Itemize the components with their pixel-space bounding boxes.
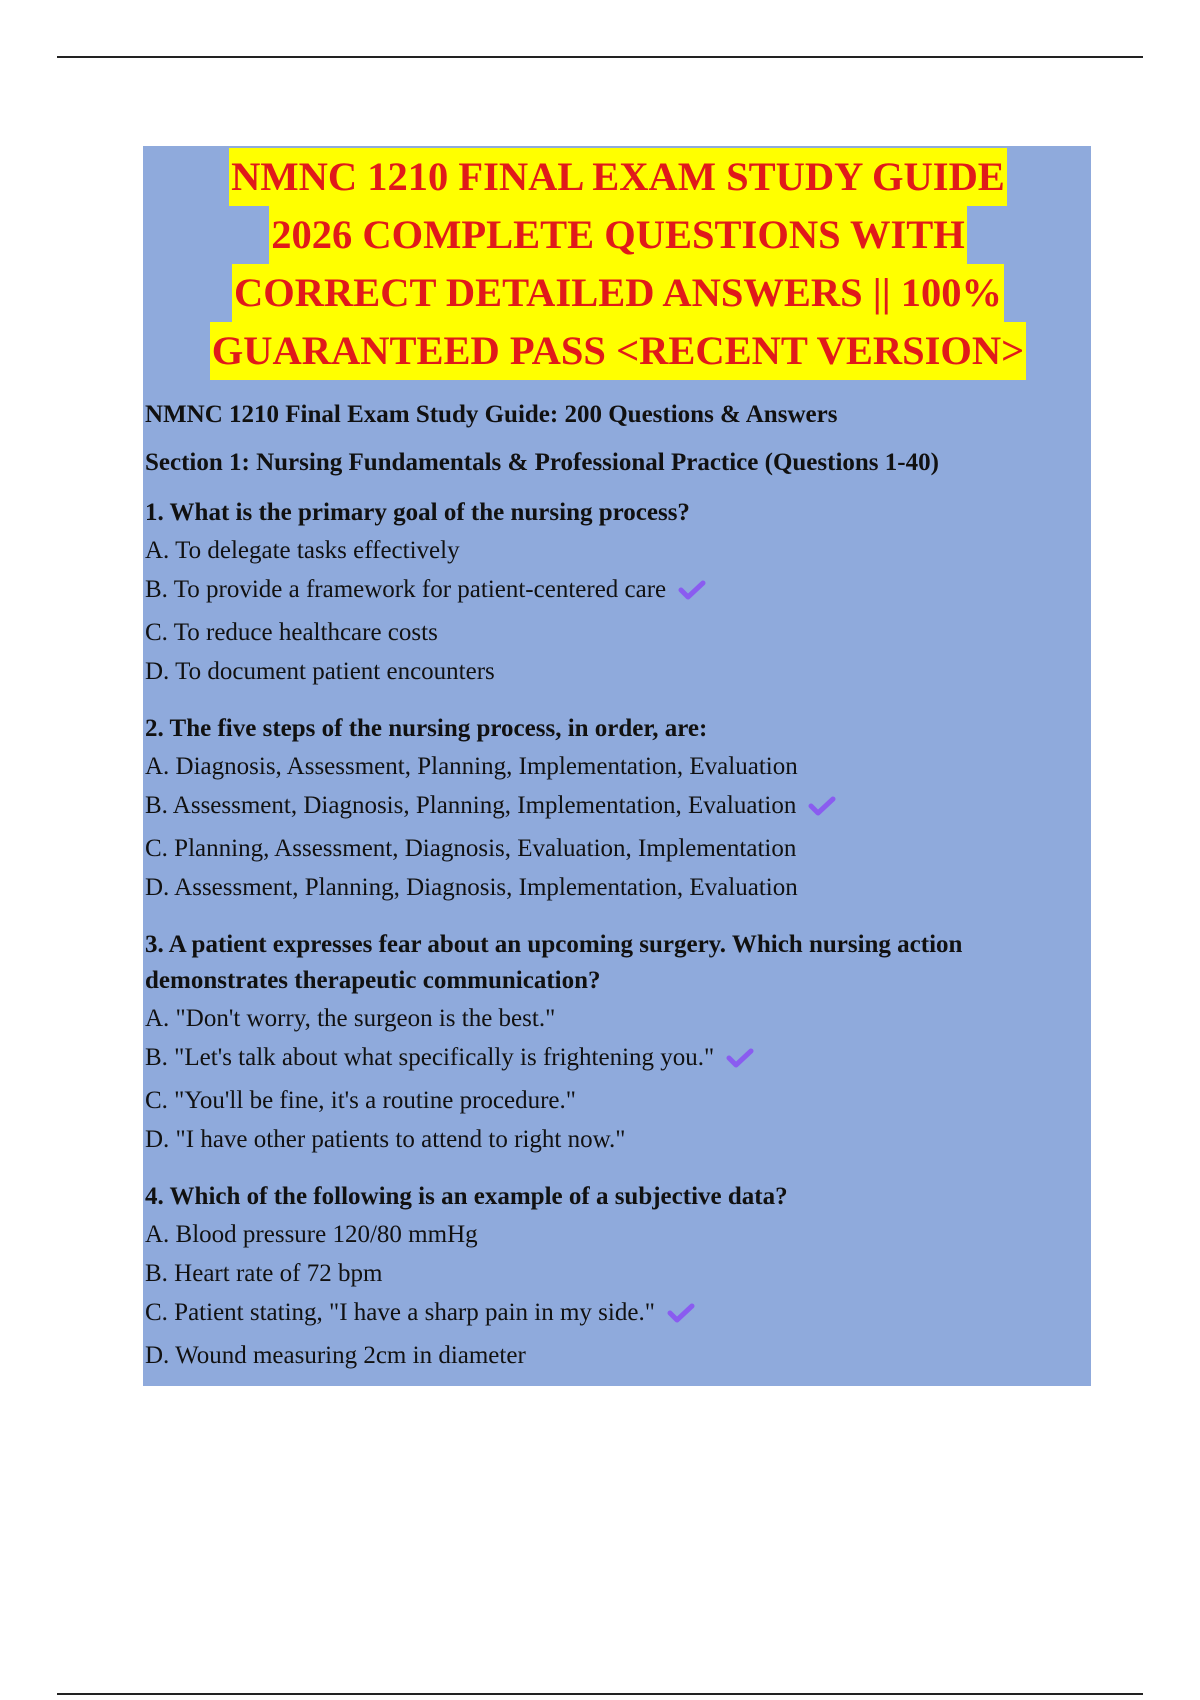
answer-option-text: A. Blood pressure 120/80 mmHg bbox=[145, 1221, 478, 1248]
content-panel bbox=[143, 146, 1091, 1386]
check-icon bbox=[808, 790, 836, 829]
question-text: 4. Which of the following is an example of a subjective data? bbox=[145, 1183, 788, 1210]
question-item bbox=[145, 711, 1091, 907]
answer-option bbox=[145, 1254, 1091, 1293]
check-icon bbox=[667, 1297, 695, 1336]
document-title bbox=[145, 148, 1091, 380]
answer-option-text: B. To provide a framework for patient-centered care bbox=[145, 576, 667, 603]
answer-options bbox=[145, 747, 1091, 907]
answer-option-text: A. To delegate tasks effectively bbox=[145, 537, 460, 564]
answer-option-text: C. To reduce healthcare costs bbox=[145, 619, 438, 646]
answer-option bbox=[145, 570, 1091, 613]
answer-option bbox=[145, 786, 1091, 829]
question-item bbox=[145, 1179, 1091, 1375]
answer-option bbox=[145, 652, 1091, 691]
check-icon bbox=[678, 574, 706, 613]
answer-option-text: A. Diagnosis, Assessment, Planning, Implementation, Evaluation bbox=[145, 753, 798, 780]
bottom-rule bbox=[57, 1693, 1143, 1695]
title-line: NMNC 1210 FINAL EXAM STUDY GUIDE bbox=[229, 148, 1007, 206]
answer-option-text: B. "Let's talk about what specifically is frightening you." bbox=[145, 1044, 715, 1071]
question-item bbox=[145, 927, 1091, 1159]
answer-option bbox=[145, 868, 1091, 907]
answer-option bbox=[145, 829, 1091, 868]
answer-option bbox=[145, 1120, 1091, 1159]
answer-option-text: B. Heart rate of 72 bpm bbox=[145, 1260, 383, 1287]
title-line: CORRECT DETAILED ANSWERS || 100% bbox=[232, 264, 1004, 322]
answer-option bbox=[145, 999, 1091, 1038]
answer-option bbox=[145, 1081, 1091, 1120]
answer-option-text: D. Assessment, Planning, Diagnosis, Implementation, Evaluation bbox=[145, 874, 798, 901]
answer-option-text: C. Planning, Assessment, Diagnosis, Evaluation, Implementation bbox=[145, 835, 797, 862]
question-text: 2. The five steps of the nursing process, in order, are: bbox=[145, 715, 708, 742]
section-heading: Section 1: Nursing Fundamentals & Professional Practice (Questions 1-40) bbox=[145, 449, 939, 476]
answer-option bbox=[145, 1038, 1091, 1081]
answer-option bbox=[145, 1336, 1091, 1375]
question-list bbox=[145, 495, 1091, 1375]
study-guide-heading: NMNC 1210 Final Exam Study Guide: 200 Questions & Answers bbox=[145, 401, 838, 428]
answer-option bbox=[145, 747, 1091, 786]
check-icon bbox=[726, 1042, 754, 1081]
answer-option bbox=[145, 1293, 1091, 1336]
answer-option-text: D. "I have other patients to attend to right now." bbox=[145, 1126, 626, 1153]
answer-option-text: A. "Don't worry, the surgeon is the best." bbox=[145, 1005, 556, 1032]
answer-option-text: C. "You'll be fine, it's a routine procedure." bbox=[145, 1087, 576, 1114]
answer-options bbox=[145, 999, 1091, 1159]
answer-option-text: D. Wound measuring 2cm in diameter bbox=[145, 1342, 526, 1369]
question-item bbox=[145, 495, 1091, 691]
answer-option-text: B. Assessment, Diagnosis, Planning, Implementation, Evaluation bbox=[145, 792, 797, 819]
answer-option bbox=[145, 613, 1091, 652]
top-rule bbox=[57, 56, 1143, 58]
question-text: 1. What is the primary goal of the nursing process? bbox=[145, 499, 690, 526]
question-text: 3. A patient expresses fear about an upcoming surgery. Which nursing action demonstrates therapeutic communication? bbox=[145, 931, 963, 994]
title-line: 2026 COMPLETE QUESTIONS WITH bbox=[269, 206, 967, 264]
answer-option-text: C. Patient stating, "I have a sharp pain in my side." bbox=[145, 1299, 655, 1326]
answer-option-text: D. To document patient encounters bbox=[145, 658, 495, 685]
answer-options bbox=[145, 531, 1091, 691]
answer-option bbox=[145, 1215, 1091, 1254]
answer-options bbox=[145, 1215, 1091, 1375]
answer-option bbox=[145, 531, 1091, 570]
title-line: GUARANTEED PASS <RECENT VERSION> bbox=[210, 322, 1026, 380]
